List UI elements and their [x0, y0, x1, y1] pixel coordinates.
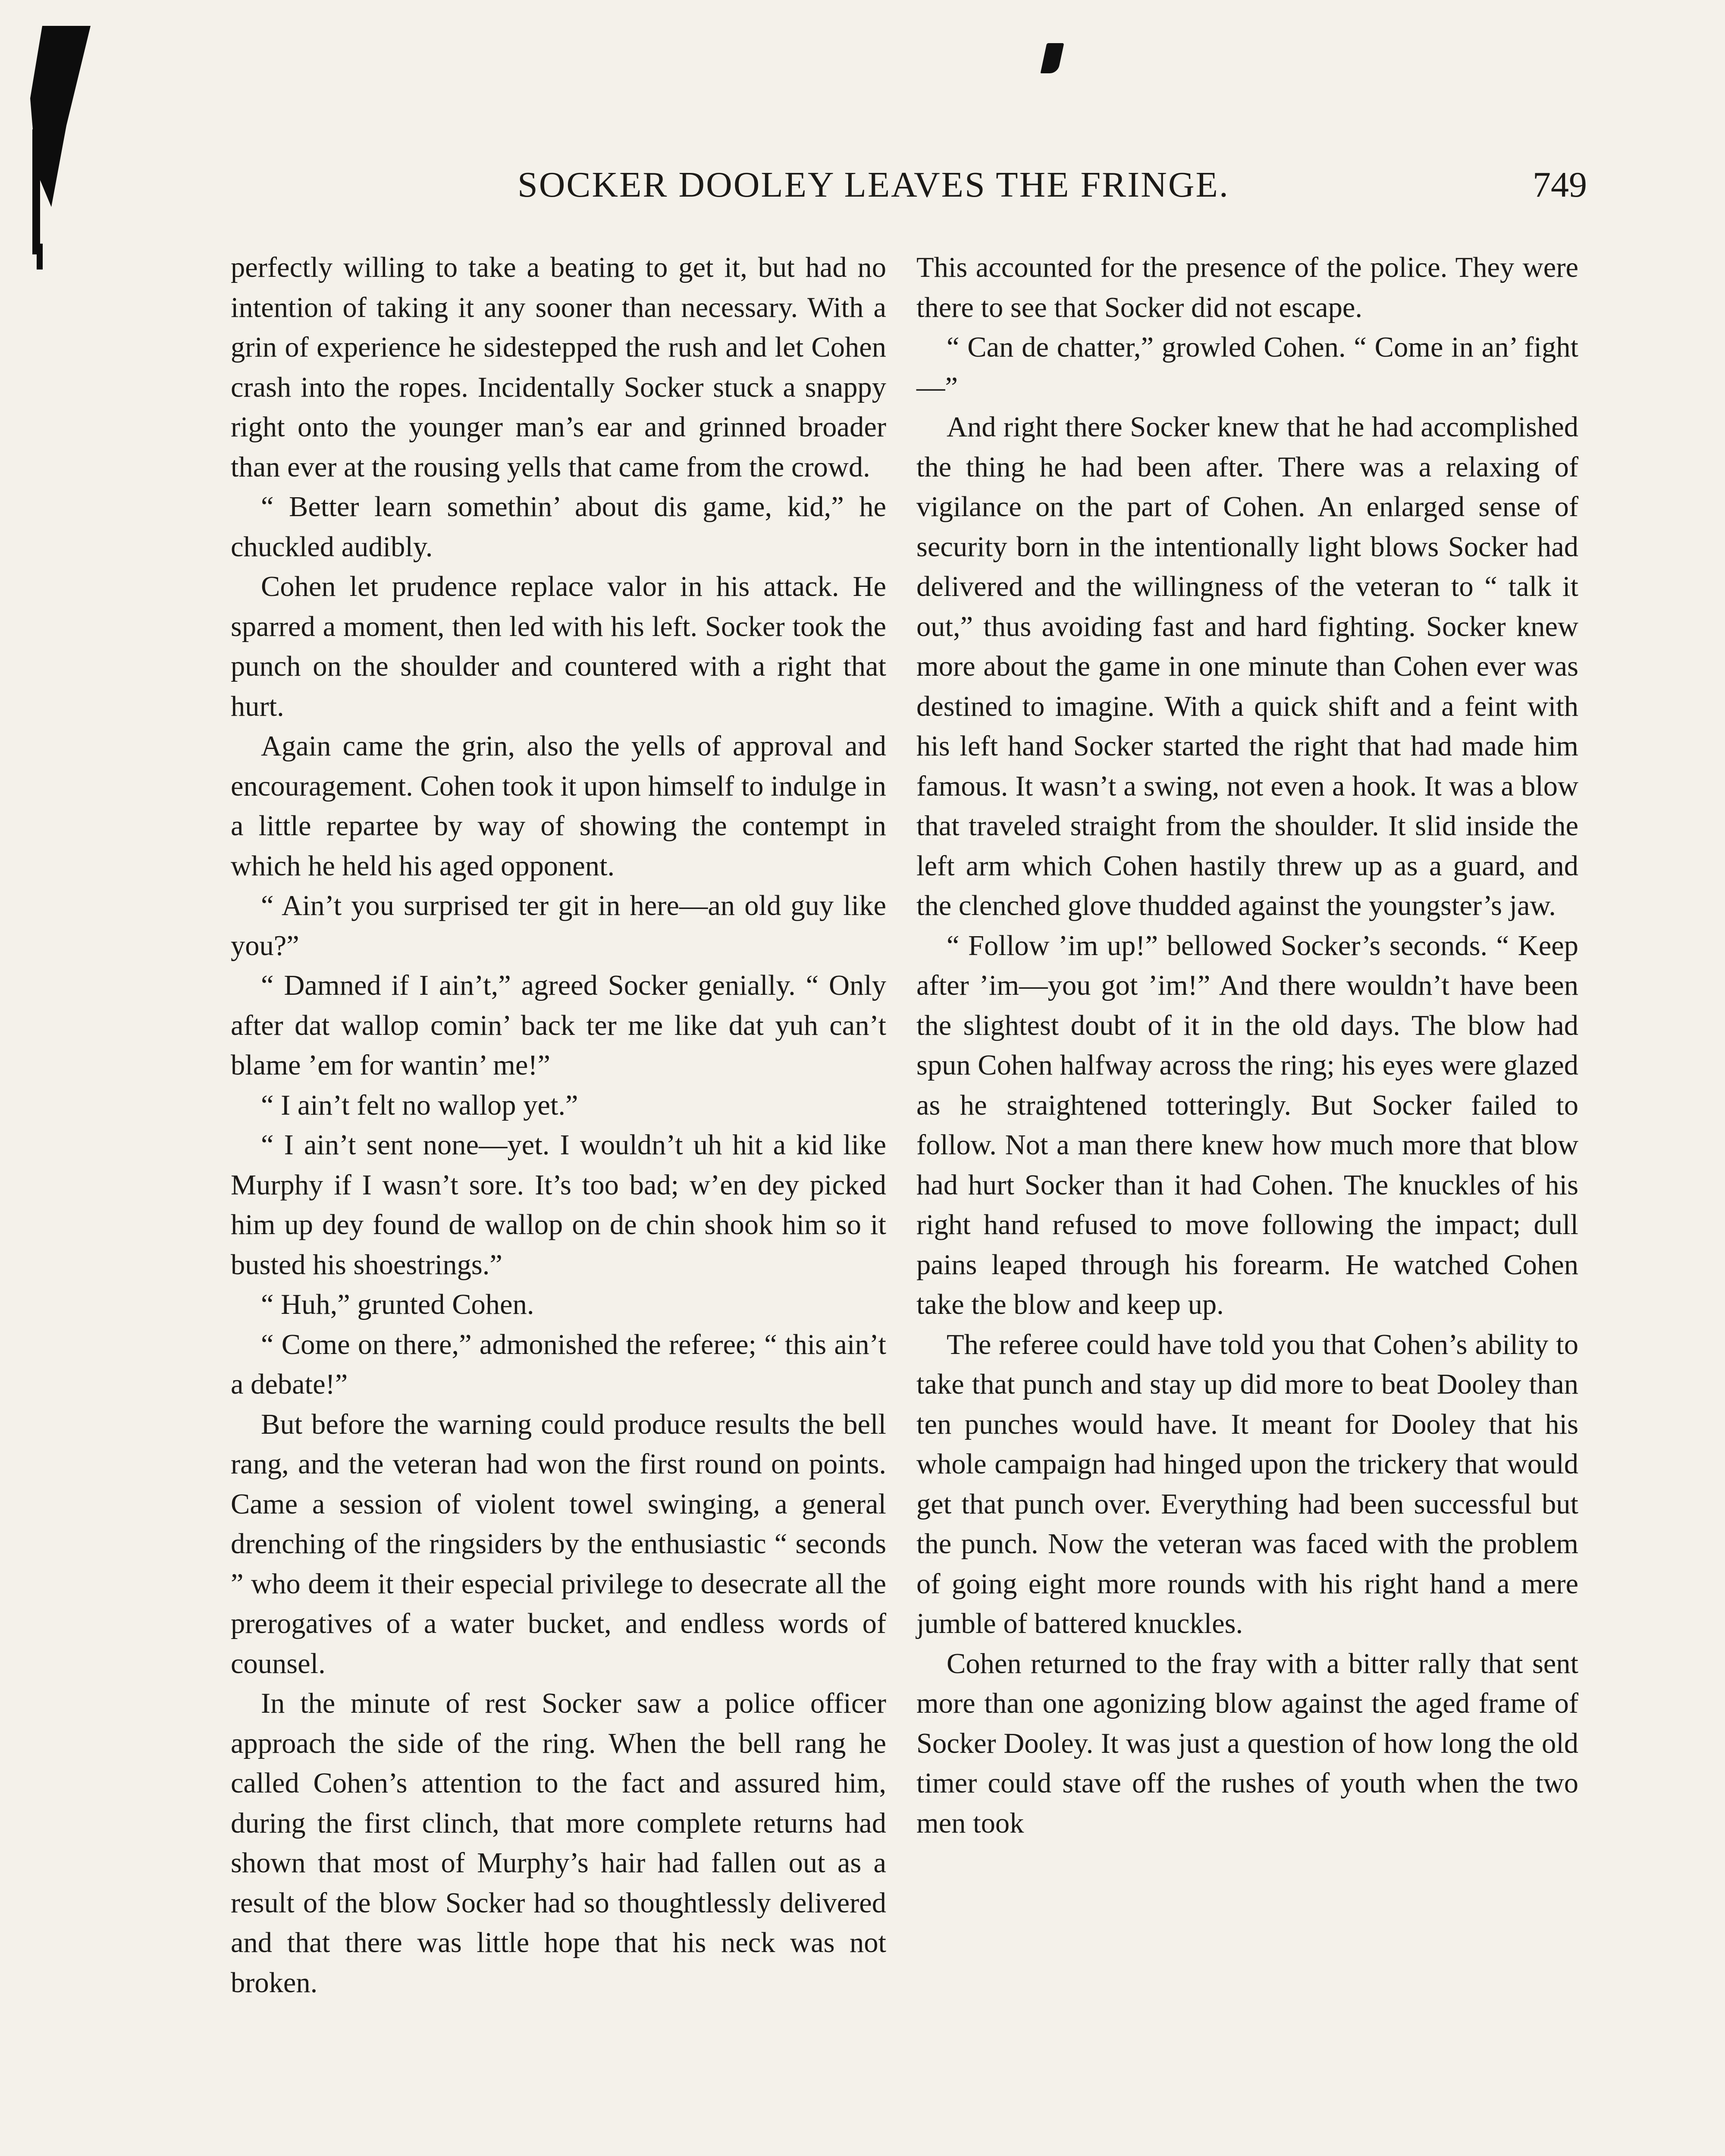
paragraph: Cohen let prudence replace valor in his attack. He sparred a moment, then led with his left. Socker took the punch on the shoulder and countered with a right that hurt.	[231, 571, 886, 722]
right-column	[916, 248, 1578, 1843]
paragraph: “ Follow ’im up!” bellowed Socker’s seconds. “ Keep after ’im—you got ’im!” And there wouldn’t have been the slightest doubt of it in the old days. The blow had spun Cohen halfway across the ring; his eyes were glazed as he straightened totteringly. But Socker failed to follow. Not a man there knew how much more that blow had hurt Socker than it had Cohen. The knuckles of his right hand refused to move following the impact; dull pains leaped through his forearm. He watched Cohen take the blow and keep up.	[916, 930, 1578, 1320]
paragraph: “ I ain’t felt no wallop yet.”	[261, 1089, 578, 1121]
paragraph: “ I ain’t sent none—yet. I wouldn’t uh hit a kid like Murphy if I wasn’t sore. It’s too bad; w’en dey picked him up dey found de wallop on de chin shook him so it busted his shoestrings.”	[231, 1129, 886, 1281]
scan-ink-mark	[1041, 43, 1064, 73]
paragraph: Cohen returned to the fray with a bitter rally that sent more than one agonizing blow against the aged frame of Socker Dooley. It was just a question of how long the old timer could stave off the rushes of youth when the two men took	[916, 1648, 1578, 1839]
left-column	[231, 248, 886, 2003]
paragraph: “ Come on there,” admonished the referee; “ this ain’t a debate!”	[231, 1329, 886, 1400]
paragraph: “ Huh,” grunted Cohen.	[261, 1289, 534, 1320]
paragraph: Again came the grin, also the yells of approval and encouragement. Cohen took it upon himself to indulge in a little repartee by way of showing the contempt in which he held his aged opponent.	[231, 730, 886, 882]
scan-edge-mark	[37, 244, 43, 270]
page-number: 749	[1533, 165, 1587, 205]
paragraph: “ Damned if I ain’t,” agreed Socker genially. “ Only after dat wallop comin’ back ter me like dat yuh can’t blame ’em for wantin’ me!”	[231, 970, 886, 1081]
running-title: SOCKER DOOLEY LEAVES THE FRINGE.	[518, 165, 1229, 205]
paragraph: And right there Socker knew that he had accomplished the thing he had been after. There was a relaxing of vigilance on the part of Cohen. An enlarged sense of security born in the intentionally light blows Socker had delivered and the willingness of the veteran to “ talk it out,” thus avoiding fast and hard fighting. Socker knew more about the game in one minute than Cohen ever was destined to imagine. With a quick shift and a feint with his left hand Socker started the right that had made him famous. It wasn’t a swing, not even a hook. It was a blow that traveled straight from the shoulder. It slid inside the left arm which Cohen hastily threw up as a guard, and the clenched glove thudded against the youngster’s jaw.	[916, 411, 1578, 921]
paragraph: But before the warning could produce results the bell rang, and the veteran had won the first round on points. Came a session of violent towel swinging, a general drenching of the ringsiders by the enthusiastic “ seconds ” who deem it their especial privilege to desecrate all the prerogatives of a water bucket, and endless words of counsel.	[231, 1408, 886, 1680]
paragraph: “ Can de chatter,” growled Cohen. “ Come in an’ fight—”	[916, 332, 1578, 403]
running-header	[500, 164, 1587, 211]
paragraph: In the minute of rest Socker saw a police officer approach the side of the ring. When the bell rang he called Cohen’s attention to the fact and assured him, during the first clinch, that more complete returns had shown that most of Murphy’s hair had fallen out as a result of the blow Socker had so thoughtlessly delivered and that there was little hope that his neck was not broken.	[231, 1688, 886, 1999]
paragraph: “ Better learn somethin’ about dis game, kid,” he chuckled audibly.	[231, 491, 886, 563]
scan-edge-mark	[32, 129, 40, 254]
paragraph: perfectly willing to take a beating to get it, but had no intention of taking it any sooner than necessary. With a grin of experience he sidestepped the rush and let Cohen crash into the ropes. Incidentally Socker stuck a snappy right onto the younger man’s ear and grinned broader than ever at the rousing yells that came from the crowd.	[231, 252, 886, 483]
paragraph: “ Ain’t you surprised ter git in here—an old guy like you?”	[231, 890, 886, 962]
paragraph: This accounted for the presence of the police. They were there to see that Socker did not escape.	[916, 252, 1578, 323]
paragraph: The referee could have told you that Cohen’s ability to take that punch and stay up did more to beat Dooley than ten punches would have. It meant for Dooley that his whole campaign had hinged upon the trickery that would get that punch over. Everything had been successful but the punch. Now the veteran was faced with the problem of going eight more rounds with his right hand a mere jumble of battered knuckles.	[916, 1329, 1578, 1639]
